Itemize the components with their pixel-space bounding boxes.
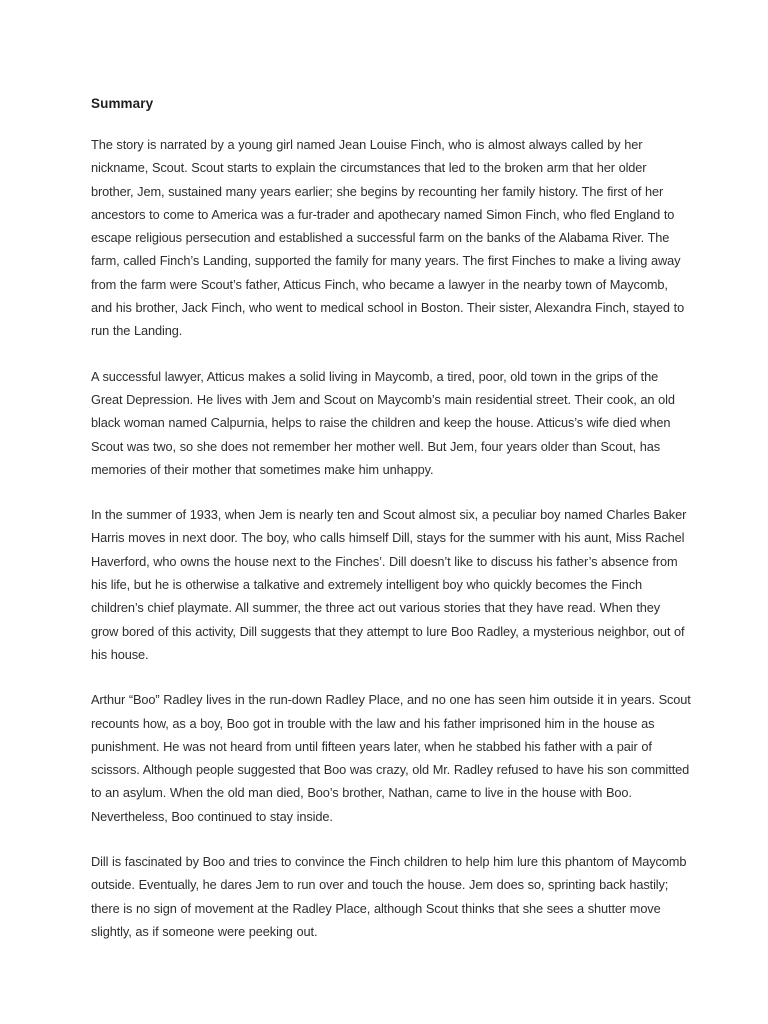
paragraph-5: Dill is fascinated by Boo and tries to convince the Finch children to help him lure this phantom of Maycomb outside. Eventually, he dares Jem to run over and touch the house. Jem does so, sprinting back hastily; there is no sign of movement at the Radley Place, although Scout thinks that she sees a shutter move slightly, as if someone were peeking out. bbox=[91, 854, 687, 939]
paragraph-3: In the summer of 1933, when Jem is nearly ten and Scout almost six, a peculiar boy named Charles Baker Harris moves in next door. The boy, who calls himself Dill, stays for the summer with his aunt, Miss Rachel Haverford, who owns the house next to the Finches’. Dill doesn’t like to discuss his father’s absence from his life, but he is otherwise a talkative and extremely intelligent boy who quickly becomes the Finch children’s chief playmate. All summer, the three act out various stories that they have read. When they grow bored of this activity, Dill suggests that they attempt to lure Boo Radley, a mysterious neighbor, out of his house. bbox=[91, 507, 687, 662]
paragraph-1: The story is narrated by a young girl named Jean Louise Finch, who is almost always called by her nickname, Scout. Scout starts to explain the circumstances that led to the broken arm that her older brother, Jem, sustained many years earlier; she begins by recounting her family history. The first of her ancestors to come to America was a fur-trader and apothecary named Simon Finch, who fled England to escape religious persecution and established a successful farm on the banks of the Alabama River. The farm, called Finch’s Landing, supported the family for many years. The first Finches to make a living away from the farm were Scout’s father, Atticus Finch, who became a lawyer in the nearby town of Maycomb, and his brother, Jack Finch, who went to medical school in Boston. Their sister, Alexandra Finch, stayed to run the Landing. bbox=[91, 137, 685, 339]
document-content bbox=[91, 94, 691, 943]
paragraph-4: Arthur “Boo” Radley lives in the run-down Radley Place, and no one has seen him outside it in years. Scout recounts how, as a boy, Boo got in trouble with the law and his father imprisoned him in the house as punishment. He was not heard from until fifteen years later, when he stabbed his father with a pair of scissors. Although people suggested that Boo was crazy, old Mr. Radley refused to have his son committed to an asylum. When the old man died, Boo’s brother, Nathan, came to live in the house with Boo. Nevertheless, Boo continued to stay inside. bbox=[91, 692, 691, 824]
section-heading: Summary bbox=[91, 96, 154, 111]
paragraph-2: A successful lawyer, Atticus makes a solid living in Maycomb, a tired, poor, old town in the grips of the Great Depression. He lives with Jem and Scout on Maycomb’s main residential street. Their cook, an old black woman named Calpurnia, helps to raise the children and keep the house. Atticus’s wife died when Scout was two, so she does not remember her mother well. But Jem, four years older than Scout, has memories of their mother that sometimes make him unhappy. bbox=[91, 368, 675, 477]
